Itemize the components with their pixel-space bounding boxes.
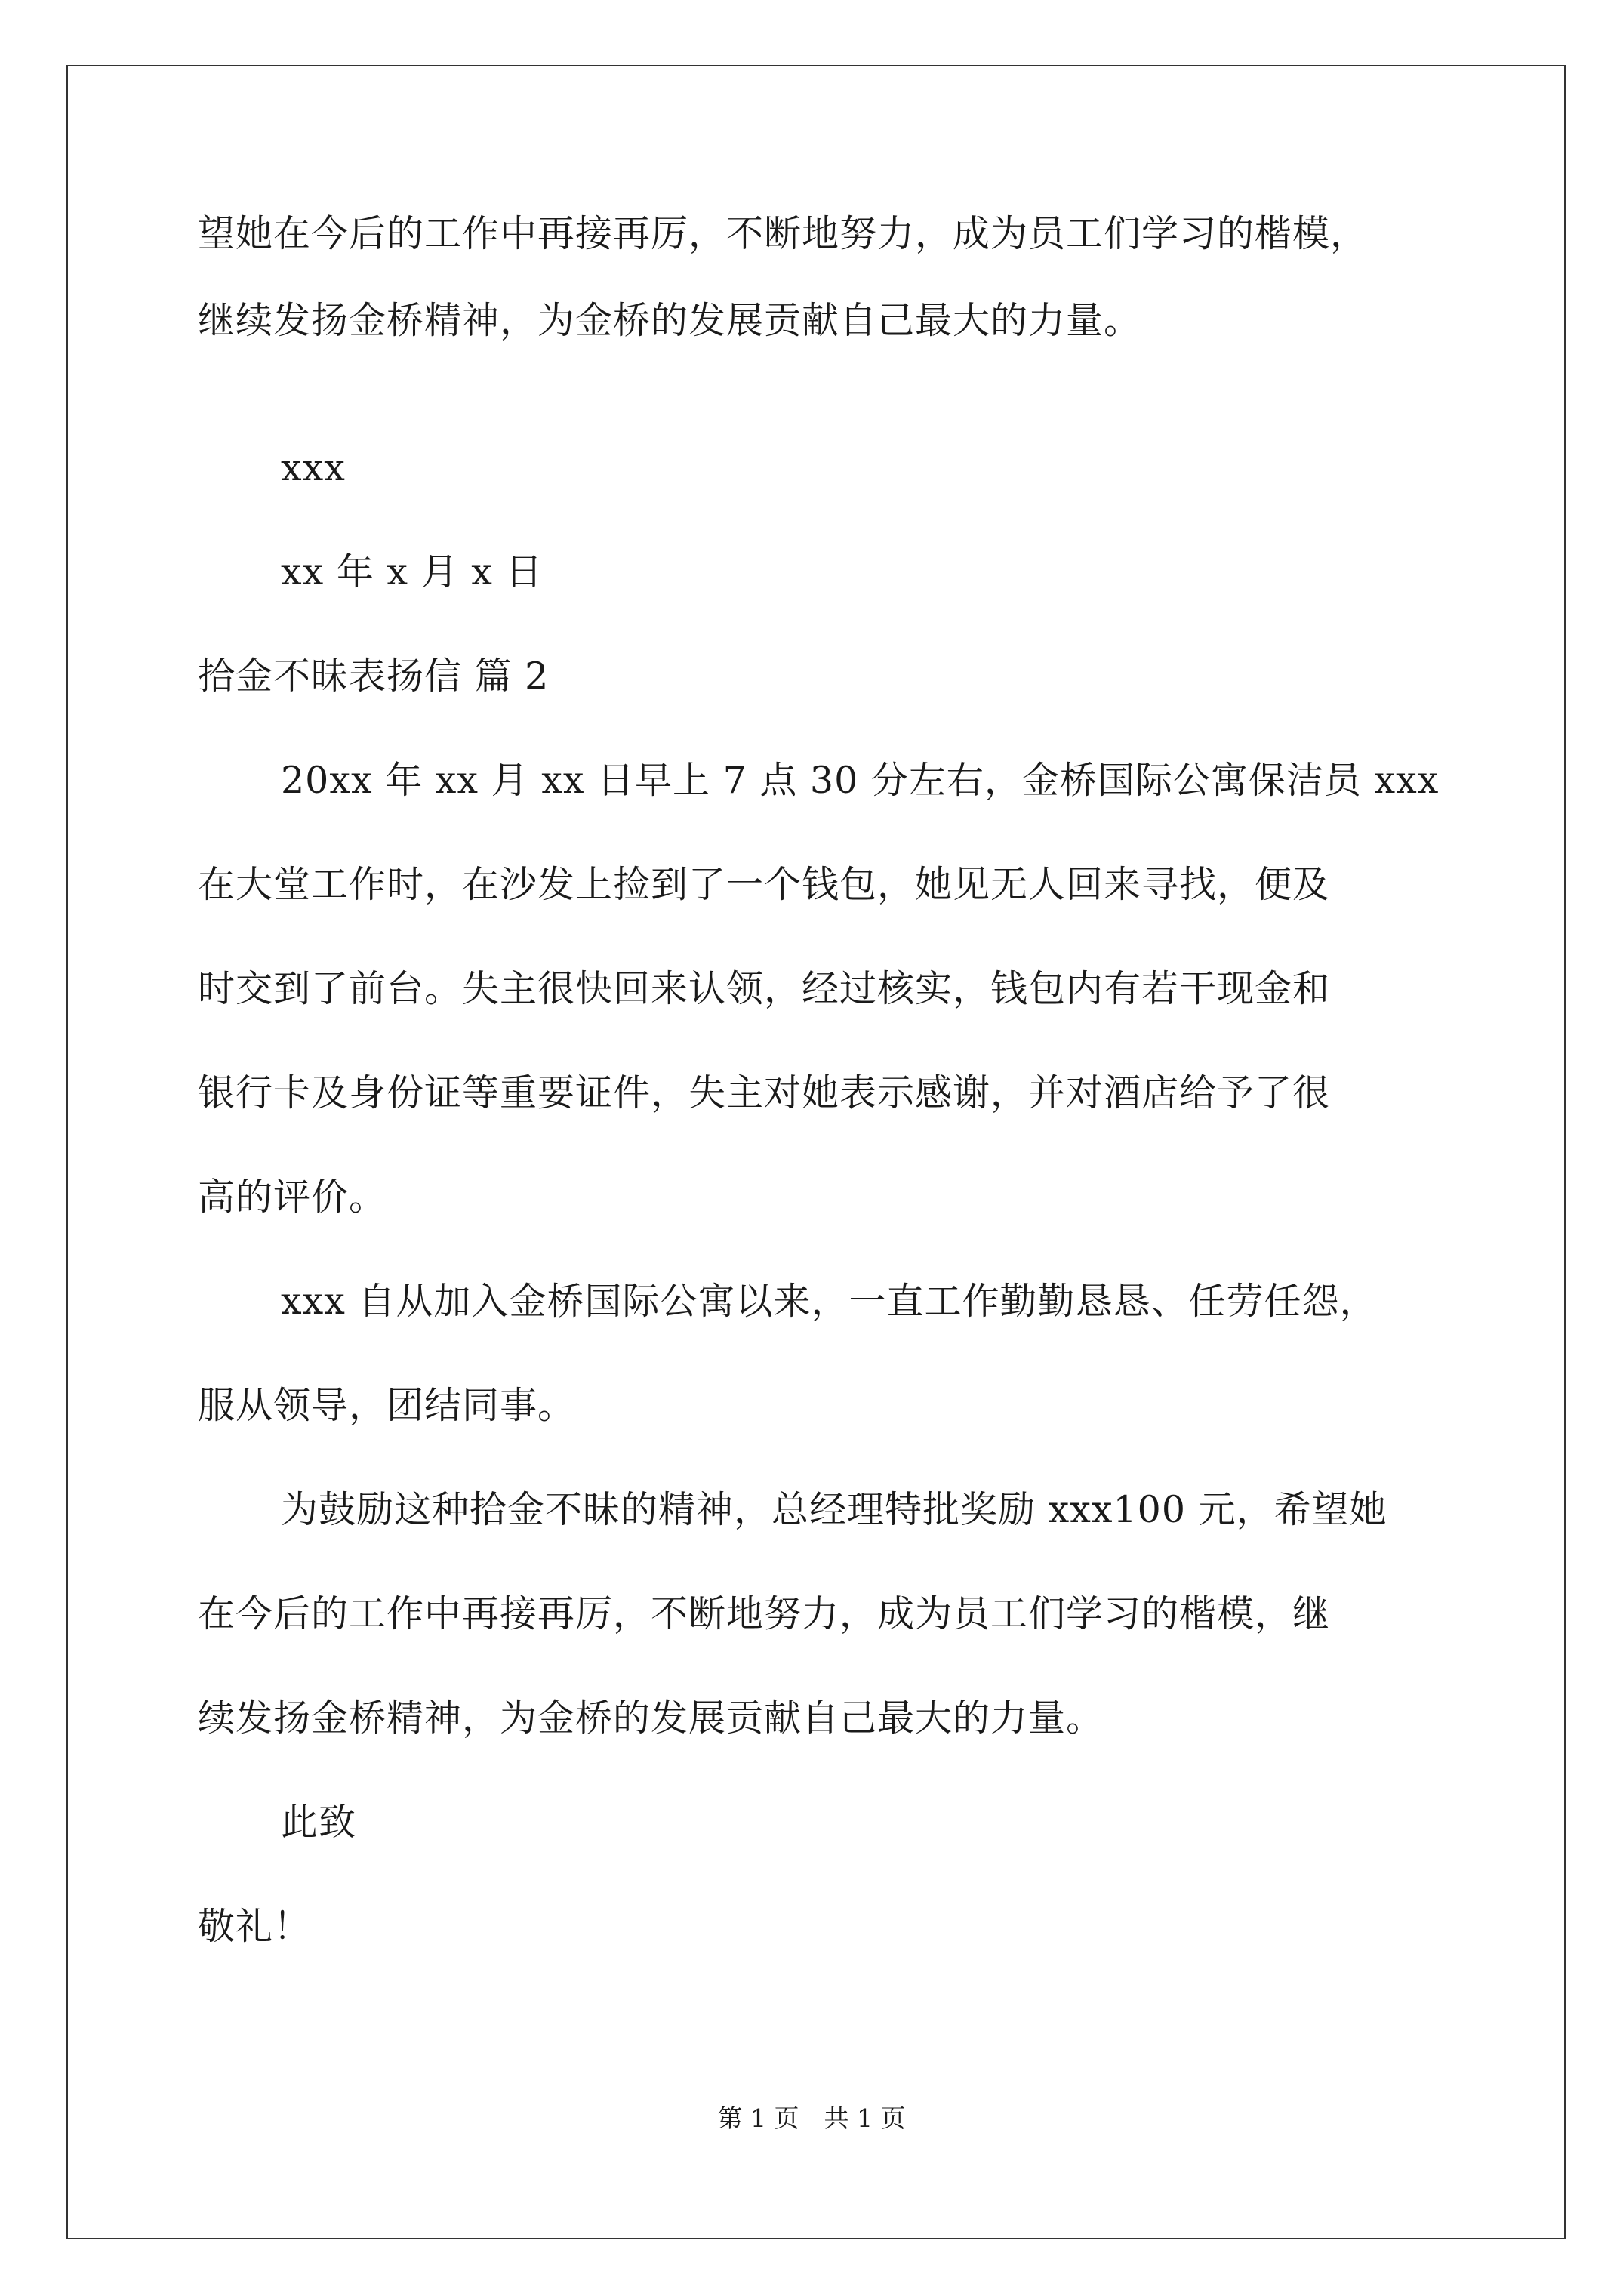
paragraph-line: xxx 自从加入金桥国际公寓以来，一直工作勤勤恳恳、任劳任怨， [281,1280,1378,1323]
paragraph-line: 在今后的工作中再接再厉，不断地努力，成为员工们学习的楷模，继 [198,1592,1331,1635]
paragraph-line: 续发扬金桥精神，为金桥的发展贡献自己最大的力量。 [198,1697,1104,1740]
signature-date: xx 年 x 月 x 日 [281,550,544,593]
paragraph-line: 时交到了前台。失主很快回来认领，经过核实，钱包内有若干现金和 [198,967,1331,1010]
paragraph-line: 20xx 年 xx 月 xx 日早上 7 点 30 分左右，金桥国际公寓保洁员 xxx [281,759,1440,802]
paragraph-line: 继续发扬金桥精神，为金桥的发展贡献自己最大的力量。 [198,299,1142,342]
paragraph-line: 望她在今后的工作中再接再厉，不断地努力，成为员工们学习的楷模， [198,212,1369,255]
closing-salutation: 此致 [281,1801,357,1844]
closing-regards: 敬礼！ [198,1905,312,1948]
paragraph-line: 为鼓励这种拾金不昧的精神，总经理特批奖励 xxx100 元，希望她 [281,1488,1387,1531]
paragraph-line: 服从领导，团结同事。 [198,1384,576,1427]
paragraph-line: 银行卡及身份证等重要证件，失主对她表示感谢，并对酒店给予了很 [198,1071,1331,1114]
paragraph-line: 高的评价。 [198,1176,387,1219]
signature: xxx [281,446,346,489]
paragraph-line: 在大堂工作时，在沙发上捡到了一个钱包，她见无人回来寻找，便及 [198,863,1331,906]
section-heading: 拾金不昧表扬信 篇 2 [198,655,550,698]
page-footer: 第 1 页 共 1 页 [717,2103,906,2133]
